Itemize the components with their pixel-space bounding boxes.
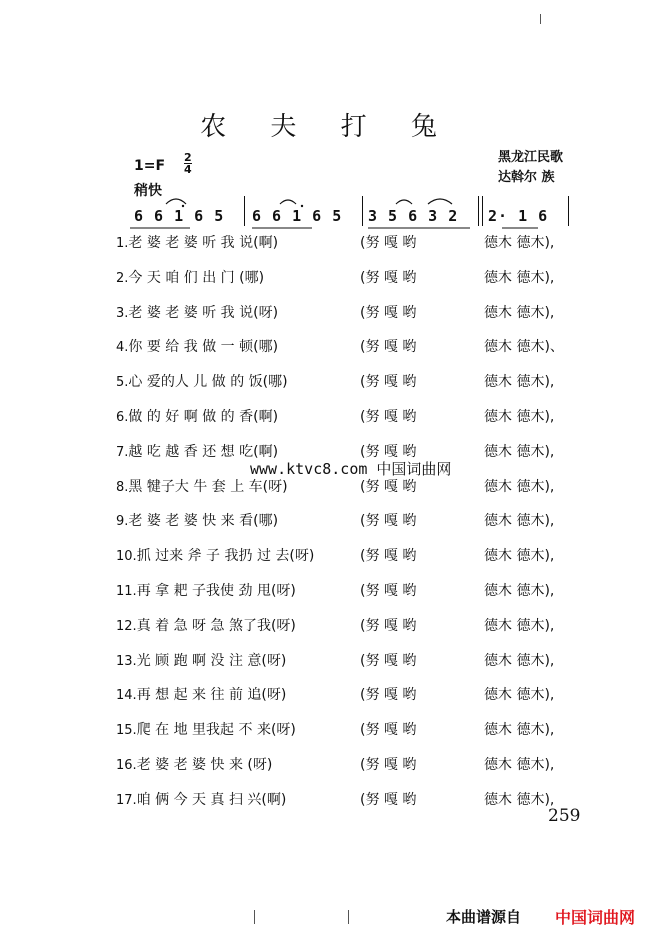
lyric-line [116,580,555,600]
refrain-text: 德木 德木), [484,374,555,391]
crop-mark [348,910,349,924]
verse-number: 9. [116,514,129,530]
lyric-line [116,684,555,704]
verse-number: 1. [116,236,129,251]
verse-number: 5. [116,375,129,391]
refrain-text: 德木 德木), [484,548,555,565]
lyric-text: 爬 在 地 里我起 不 来(呀) [136,722,296,739]
lyric-text: 再 想 起 来 往 前 追(呀) [136,687,287,704]
lyric-text: 越 吃 越 香 还 想 吃(啊) [128,443,279,460]
measure-2: 6 6 1 6 5 [252,207,343,225]
verse-number: 12. [116,618,137,634]
vocable-text: (努 嘎 哟 [360,583,417,599]
lyric-text: 咱 俩 今 天 真 扫 兴(啊) [136,791,287,808]
song-title: 农 夫 打 兔 [200,112,455,142]
lyric-text: 老 婆 老 婆 快 来 (呀) [136,757,273,773]
barline [478,196,479,226]
vocable-text: (努 嘎 哟 [360,269,417,286]
refrain-text: 德木 德木), [484,269,555,286]
verse-number: 10. [116,549,137,565]
lyric-line [116,510,555,530]
tempo-marking: 稍快 [134,183,162,199]
vocable-text: (努 嘎 哟 [360,235,417,251]
vocable-text: (努 嘎 哟 [360,687,417,704]
vocable-text: (努 嘎 哟 [360,617,417,634]
refrain-text: 德木 德木), [484,409,555,425]
verse-number: 8. [116,479,129,495]
lyric-text: 光 顾 跑 啊 没 注 意(呀) [136,652,287,669]
refrain-text: 德木 德木), [484,617,555,634]
refrain-text: 德木 德木), [484,304,555,321]
crop-mark [540,14,541,24]
vocable-text: (努 嘎 哟 [360,791,417,808]
page-number: 259 [548,806,581,826]
lyric-text: 做 的 好 啊 做 的 香(啊) [128,409,279,425]
lyric-text: 老 婆 老 婆 听 我 说(呀) [128,304,279,321]
vocable-text: (努 嘎 哟 [360,443,417,460]
lyric-line [116,719,555,739]
refrain-text: 德木 德木), [484,757,555,773]
lyric-text: 你 要 给 我 做 一 顿(哪) [128,339,279,356]
lyric-line [116,232,555,252]
lyric-text: 今 天 咱 们 出 门 (哪) [128,269,265,286]
vocable-text: (努 嘎 哟 [360,409,417,425]
verse-number: 3. [116,305,129,321]
barline [568,196,569,226]
lyric-line [116,650,555,670]
verse-number: 16. [116,758,137,773]
lyric-line [116,615,555,635]
lyric-line [116,545,555,565]
footer-site-name: 中国词曲网 [555,908,636,927]
vocable-text: (努 嘎 哟 [360,722,417,739]
vocable-text: (努 嘎 哟 [360,374,417,391]
lyric-text: 老 婆 老 婆 快 来 看(哪) [128,513,279,530]
lyric-line [116,754,555,774]
vocable-text: (努 嘎 哟 [360,757,417,773]
lyric-text: 再 拿 耙 子我使 劲 甩(呀) [136,583,296,599]
lyric-text: 真 着 急 呀 急 煞了我(呀) [136,617,296,634]
vocable-text: (努 嘎 哟 [360,304,417,321]
verse-number: 13. [116,653,137,669]
vocable-text: (努 嘎 哟 [360,478,417,495]
vocable-text: (努 嘎 哟 [360,548,417,565]
measure-4: 2· 1 6 [488,207,549,225]
refrain-text: 德木 德木), [484,652,555,669]
lyric-text: 黑 犍子大 牛 套 上 车(呀) [128,478,288,495]
refrain-text: 德木 德木), [484,513,555,530]
time-numerator: 2 [184,151,192,164]
verse-number: 7. [116,444,129,460]
verse-number: 17. [116,792,137,808]
verse-number: 6. [116,410,129,425]
lyric-text: 老 婆 老 婆 听 我 说(啊) [128,235,279,251]
lyric-text: 抓 过来 斧 子 我扔 过 去(呀) [136,548,315,565]
lyric-line [116,371,555,391]
time-signature [184,152,192,175]
refrain-text: 德木 德木), [484,583,555,599]
refrain-text: 德木 德木), [484,235,555,251]
time-denominator: 4 [184,163,192,176]
key-signature: 1=F [134,158,166,174]
lyric-line [116,267,555,287]
barline [244,196,245,226]
watermark: www.ktvc8.com 中国词曲网 [250,460,452,478]
refrain-text: 德木 德木)、 [484,339,564,356]
lyric-line [116,406,555,426]
measure-3: 3 5 6 3 2 [368,207,459,225]
crop-mark [254,910,255,924]
vocable-text: (努 嘎 哟 [360,339,417,356]
footer-source-label: 本曲谱源自 [446,908,522,926]
verse-number: 2. [116,270,129,286]
barline [482,196,483,226]
verse-number: 11. [116,584,137,599]
refrain-text: 德木 德木), [484,687,555,704]
lyric-line [116,302,555,322]
verse-number: 15. [116,723,137,739]
barline [362,196,363,226]
source-ethnicity: 达斡尔 族 [498,170,555,185]
refrain-text: 德木 德木), [484,478,555,495]
refrain-text: 德木 德木), [484,722,555,739]
verse-number: 4. [116,340,129,356]
vocable-text: (努 嘎 哟 [360,652,417,669]
lyric-text: 心 爱的人 儿 做 的 饭(哪) [128,374,288,391]
refrain-text: 德木 德木), [484,443,555,460]
vocable-text: (努 嘎 哟 [360,513,417,530]
lyric-line [116,336,564,356]
measure-1: 6 6 1 6 5 [134,207,225,225]
verse-number: 14. [116,688,137,704]
source-region: 黑龙江民歌 [498,150,564,165]
refrain-text: 德木 德木), [484,791,555,808]
jianpu-notation [130,194,580,232]
lyric-line [116,789,555,809]
